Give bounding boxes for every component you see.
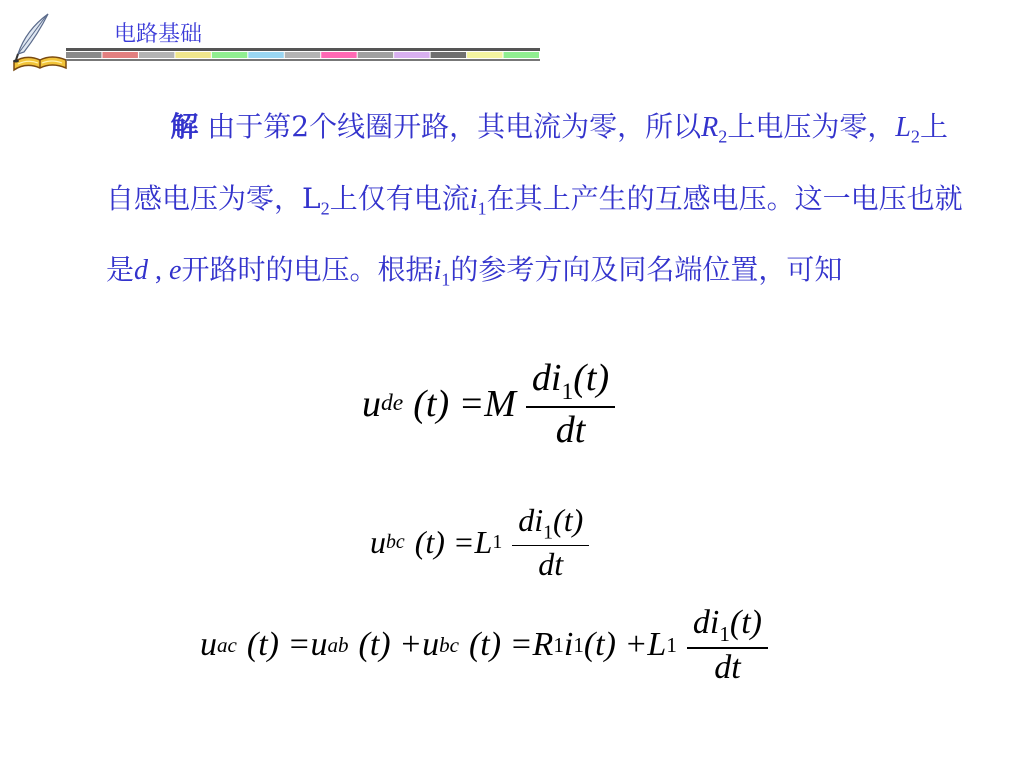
eq3-term-uab: u: [310, 626, 328, 664]
eq2-fraction: [512, 502, 589, 583]
eq3-num-tail: (t): [729, 604, 762, 641]
eq3-arg1: (t) =: [246, 626, 311, 664]
strip-segment: [285, 52, 320, 58]
eq3-lhs: u: [200, 626, 217, 664]
eq2-coef: L: [474, 524, 493, 561]
strip-segment: [175, 52, 210, 58]
body-text-5: 在其上产生的互感电压。这一电压也就是: [106, 181, 963, 287]
eq1-lhs-sub: de: [381, 390, 404, 417]
strip-segment: [431, 52, 466, 58]
strip-segment: [321, 52, 356, 58]
eq2-arg: (t) =: [414, 524, 475, 561]
eq3-term-R-sub: 1: [553, 632, 564, 657]
eq3-term-ubc-sub: bc: [439, 632, 459, 657]
strip-segment: [212, 52, 247, 58]
strip-segment: [248, 52, 283, 58]
eq1-num-tail: (t): [573, 357, 610, 399]
var-i1: i: [469, 183, 478, 215]
eq2-num-sub: 1: [543, 521, 554, 544]
var-i1-sub: 1: [477, 198, 487, 219]
body-text-7: 的参考方向及同名端位置，可知: [450, 253, 843, 287]
comma: ,: [148, 255, 170, 287]
var-i1b-sub: 1: [441, 269, 451, 290]
eq2-lhs-sub: bc: [386, 531, 405, 554]
eq1-coef: M: [484, 382, 516, 425]
strip-segment: [102, 52, 137, 58]
strip-segment: [139, 52, 174, 58]
quill-book-logo: [4, 8, 74, 74]
header-title: 电路基础: [114, 22, 203, 47]
var-e: e: [169, 255, 182, 287]
eq3-term-i: i: [563, 626, 574, 664]
header-color-strip: [66, 48, 540, 62]
strip-segment: [394, 52, 429, 58]
var-L2b-sub: 2: [320, 198, 330, 219]
eq3-coef-sub: 1: [666, 632, 677, 657]
equation-ude: [362, 356, 615, 452]
var-R: R: [701, 112, 719, 143]
eq3-den: dt: [714, 648, 741, 686]
body-text-3: 上自感电压为零，L: [106, 110, 949, 215]
eq3-term-R: R: [532, 626, 554, 664]
strip-segment: [504, 52, 539, 58]
var-i1b: i: [433, 255, 442, 287]
eq3-num-sub: 1: [719, 622, 730, 646]
eq1-fraction: [526, 356, 615, 452]
eq1-num: di: [531, 357, 562, 399]
equation-uac: [200, 604, 768, 687]
var-R-sub: 2: [718, 126, 728, 147]
eq3-term-ubc: u: [422, 626, 440, 664]
eq1-num-sub: 1: [561, 378, 574, 405]
body-text-1: 由于第2个线圈开路，其电流为零，所以: [198, 110, 702, 143]
solution-label: 解: [170, 110, 199, 143]
strip-segment: [66, 52, 101, 58]
var-L2-sub: 2: [910, 126, 921, 147]
eq3-lhs-sub: ac: [217, 632, 237, 657]
eq2-coef-sub: 1: [492, 531, 503, 554]
body-text-6: 开路时的电压。根据: [181, 253, 434, 287]
equation-ubc: [370, 502, 589, 583]
eq3-term-uab-sub: ab: [327, 632, 349, 657]
body-paragraph: [106, 96, 966, 311]
var-L2: L: [895, 112, 911, 143]
eq3-arg2: (t) +: [358, 626, 423, 664]
eq1-arg: (t) =: [413, 382, 485, 425]
eq3-term-i-sub: 1: [573, 632, 584, 657]
eq1-den: dt: [555, 408, 586, 451]
body-text-2: 上电压为零，: [727, 110, 896, 143]
eq3-num: di: [692, 604, 720, 641]
eq3-arg3: (t) =: [468, 626, 533, 664]
var-d: d: [134, 255, 149, 287]
eq3-fraction: [687, 604, 768, 687]
eq3-arg4: (t) +: [583, 626, 648, 664]
eq1-lhs: u: [362, 382, 381, 425]
strip-segment: [358, 52, 393, 58]
eq2-lhs: u: [370, 524, 386, 561]
eq2-den: dt: [538, 546, 564, 583]
eq2-num: di: [518, 502, 544, 538]
strip-segment: [467, 52, 502, 58]
eq3-coef: L: [647, 626, 667, 664]
body-text-4: 上仅有电流: [329, 181, 470, 215]
eq2-num-tail: (t): [553, 502, 584, 538]
